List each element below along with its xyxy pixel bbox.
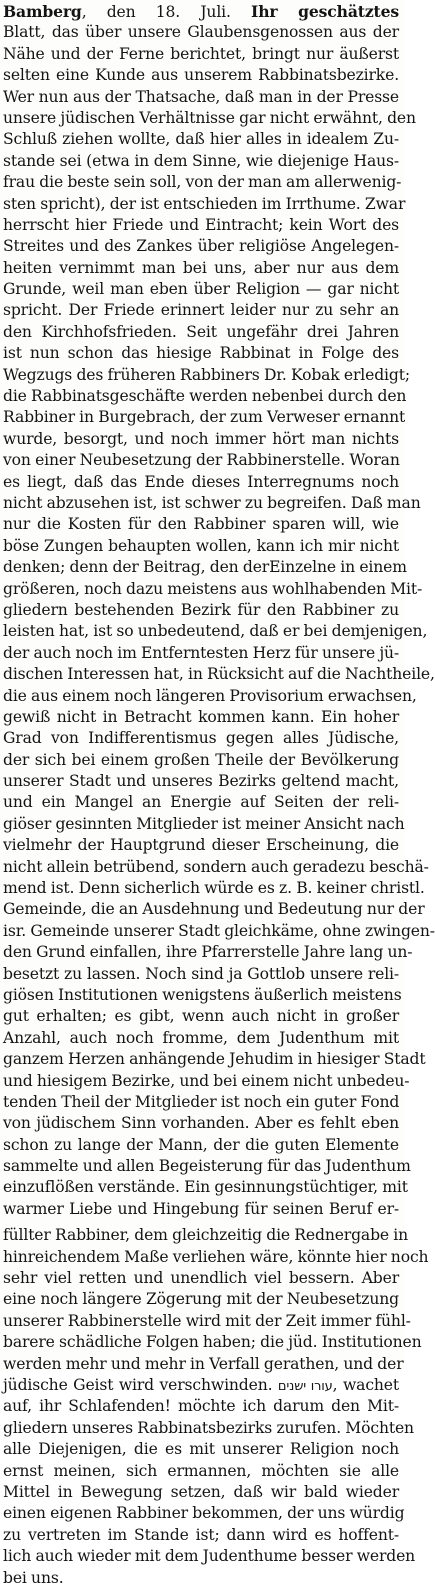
article-line: selten eine Kunde aus unserem Rabbinatsbezirke. (3, 66, 399, 85)
article-line: bei uns. (3, 1568, 64, 1587)
article-line: isr. Gemeinde unserer Stadt gleichkäme, ohne zwingen- (3, 921, 435, 940)
article-column (3, 1, 435, 1589)
article-line: der sich bei einem großen Theile der Bevölkerung (3, 750, 399, 769)
article-line-hebrew (3, 1375, 399, 1396)
article-line: giösen Institutionen wenigstens äußerlich meistens (3, 985, 402, 1004)
article-line: unsere jüdischen Verhältnisse gar nicht erwähnt, den (3, 108, 416, 127)
article-line: gliedern unseres Rabbinatsbezirks zurufen. Möchten (3, 1418, 414, 1437)
article-line: warmer Liebe und Hingebung für seinen Beruf er- (3, 1199, 399, 1218)
article-line: Streites und des Zankes über religiöse Angelegen- (3, 237, 399, 256)
article-line: sten spricht), der ist entschieden im Irrthume. Zwar (3, 194, 406, 213)
article-line: Wegzugs des früheren Rabbiners Dr. Kobak erledigt; (3, 365, 410, 384)
article-line: Gemeinde, die an Ausdehnung und Bedeutung nur der (3, 900, 425, 919)
article-line: den Grund einfallen, ihre Pfarrerstelle Jahre lang un- (3, 943, 413, 962)
article-line: Mittel in Bewegung setzen, daß wir bald wieder (3, 1482, 399, 1501)
article-line: ist nun schon das hiesige Rabbinat in Folge des (3, 344, 399, 363)
article-line: sammelte und allen Begeisterung für das Judenthum (3, 1157, 411, 1176)
article-line: schon zu lange der Mann, der die guten Elemente (3, 1135, 399, 1154)
article-line: unserer Rabbinerstelle wird mit der Zeit immer fühl- (3, 1311, 411, 1330)
article-line: Nähe und der Ferne berichtet, bringt nur äußerst (3, 44, 399, 63)
article-line: gewiß nicht in Betracht kommen kann. Ein hoher (3, 707, 399, 726)
hebrew-phrase: עורו ישנים (277, 1379, 333, 1394)
article-line: wurde, besorgt, und noch immer hört man nichts (3, 429, 399, 448)
article-line: dischen Interessen hat, in Rücksicht auf die Nachtheile, (3, 665, 435, 684)
article-line: barere schädliche Folgen haben; die jüd. Institutionen (3, 1333, 422, 1352)
article-line: zu vertreten im Stande ist; dann wird es hoffent- (3, 1525, 399, 1544)
article-line-text: jüdische Geist wird verschwinden. (3, 1376, 273, 1394)
article-line: denken; denn der Beitrag, den derEinzelne in einem (3, 558, 407, 577)
article-header-line (3, 1, 399, 22)
article-line: den Kirchhofsfrieden. Seit ungefähr drei Jahren (3, 322, 399, 341)
article-line: gliedern bestehenden Bezirk für den Rabbiner zu (3, 600, 399, 619)
article-line: Anzahl, auch noch fromme, dem Judenthum mit (3, 1028, 399, 1047)
article-line: nur die Kosten für den Rabbiner sparen will, wie (3, 515, 399, 534)
article-line: ganzem Herzen anhängende Jehudim in hiesiger Stadt (3, 1050, 426, 1069)
article-line: Schluß ziehen wollte, daß hier alles in idealem Zu- (3, 130, 399, 149)
article-line: einen eigenen Rabbiner bekommen, der uns würdig (3, 1504, 405, 1523)
article-line: mend ist. Denn sicherlich würde es z. B. keiner christl. (3, 879, 425, 898)
article-line: von einer Neubesetzung der Rabbinerstelle. Woran (3, 451, 400, 470)
article-line-text: , wachet (332, 1376, 399, 1394)
article-line: die Rabbinatsgeschäfte werden nebenbei durch den (3, 387, 407, 406)
article-line: leisten hat, ist so unbedeutend, daß er bei demjenigen, (3, 622, 428, 641)
article-line: die aus einem noch längeren Provisorium erwachsen, (3, 686, 417, 705)
article-line: eine noch längere Zögerung mit der Neubesetzung (3, 1290, 399, 1309)
article-line: einzuflößen verstände. Ein gesinnungstüchtiger, mit (3, 1178, 408, 1197)
article-line: stande sei (etwa in dem Sinne, wie diejenige Haus- (3, 151, 399, 170)
article-line: lich auch wieder mit dem Judenthume besser werden (3, 1547, 416, 1566)
article-line: heiten vernimmt man bei uns, aber nur aus dem (3, 258, 399, 277)
article-line: es liegt, daß das Ende dieses Interregnums noch (3, 472, 399, 491)
article-line: füllter Rabbiner, dem gleichzeitig die Rednergabe in (3, 1226, 409, 1245)
dateline-place: Bamberg (3, 2, 82, 21)
article-line: Wer nun aus der Thatsache, daß man in der Presse (3, 87, 399, 106)
article-line: nicht abzusehen ist, ist schwer zu begreifen. Daß man (3, 493, 421, 512)
article-line: frau die beste sein soll, von der man am allerwenig- (3, 173, 402, 192)
article-line: Grad von Indifferentismus gegen alles Jüdische, (3, 729, 399, 748)
article-line: böse Zungen behaupten wollen, kann ich mir nicht (3, 536, 399, 555)
article-line: spricht. Der Friede erinnert leider nur zu sehr an (3, 301, 399, 320)
article-opening: Ihr geschätztes (251, 2, 399, 21)
article-line: der auch noch im Entferntesten Herz für unsere jü- (3, 643, 400, 662)
article-line: nicht allein betrübend, sondern auch geradezu beschä- (3, 857, 429, 876)
article-line: Rabbiner in Burgebrach, der zum Verweser ernannt (3, 408, 406, 427)
article-line: alle Diejenigen, die es mit unserer Religion noch (3, 1440, 399, 1459)
article-line: größeren, noch dazu meistens aus wohlhabenden Mit- (3, 579, 423, 598)
article-line: hinreichendem Maße verliehen wäre, könnte hier noch (3, 1247, 429, 1266)
article-line: ernst meinen, sich ermannen, möchten sie alle (3, 1461, 399, 1480)
article-line: gut erhalten; es gibt, wenn auch nicht in großer (3, 1007, 399, 1026)
article-line: sehr viel retten und unendlich viel bessern. Aber (3, 1269, 399, 1288)
article-line: tenden Theil der Mitglieder ist noch ein guter Fond (3, 1092, 400, 1111)
dateline-date: , den 18. Juli. (81, 3, 231, 21)
article-line: werden mehr und mehr in Verfall gerathen, und der (3, 1354, 404, 1373)
article-line: auf, ihr Schlafenden! möchte ich darum den Mit- (3, 1397, 399, 1416)
article-line: unserer Stadt und unseres Bezirks geltend macht, (3, 772, 399, 791)
article-line: Grunde, weil man eben über Religion — gar nicht (3, 280, 399, 299)
article-line: herrscht hier Friede und Eintracht; kein Wort des (3, 215, 399, 234)
article-line: vielmehr der Hauptgrund dieser Erscheinung, die (3, 836, 399, 855)
article-line: giöser gesinnten Mitglieder ist meiner Ansicht nach (3, 814, 405, 833)
article-line: Blatt, das über unsere Glaubensgenossen aus der (3, 23, 399, 42)
article-line: besetzt zu lassen. Noch sind ja Gottlob unsere reli- (3, 964, 399, 983)
article-line: und ein Mangel an Energie auf Seiten der reli- (3, 793, 399, 812)
article-line: und hiesigem Bezirke, und bei einem nicht unbedeu- (3, 1071, 410, 1090)
article-line: von jüdischem Sinn vorhanden. Aber es fehlt eben (3, 1114, 399, 1133)
